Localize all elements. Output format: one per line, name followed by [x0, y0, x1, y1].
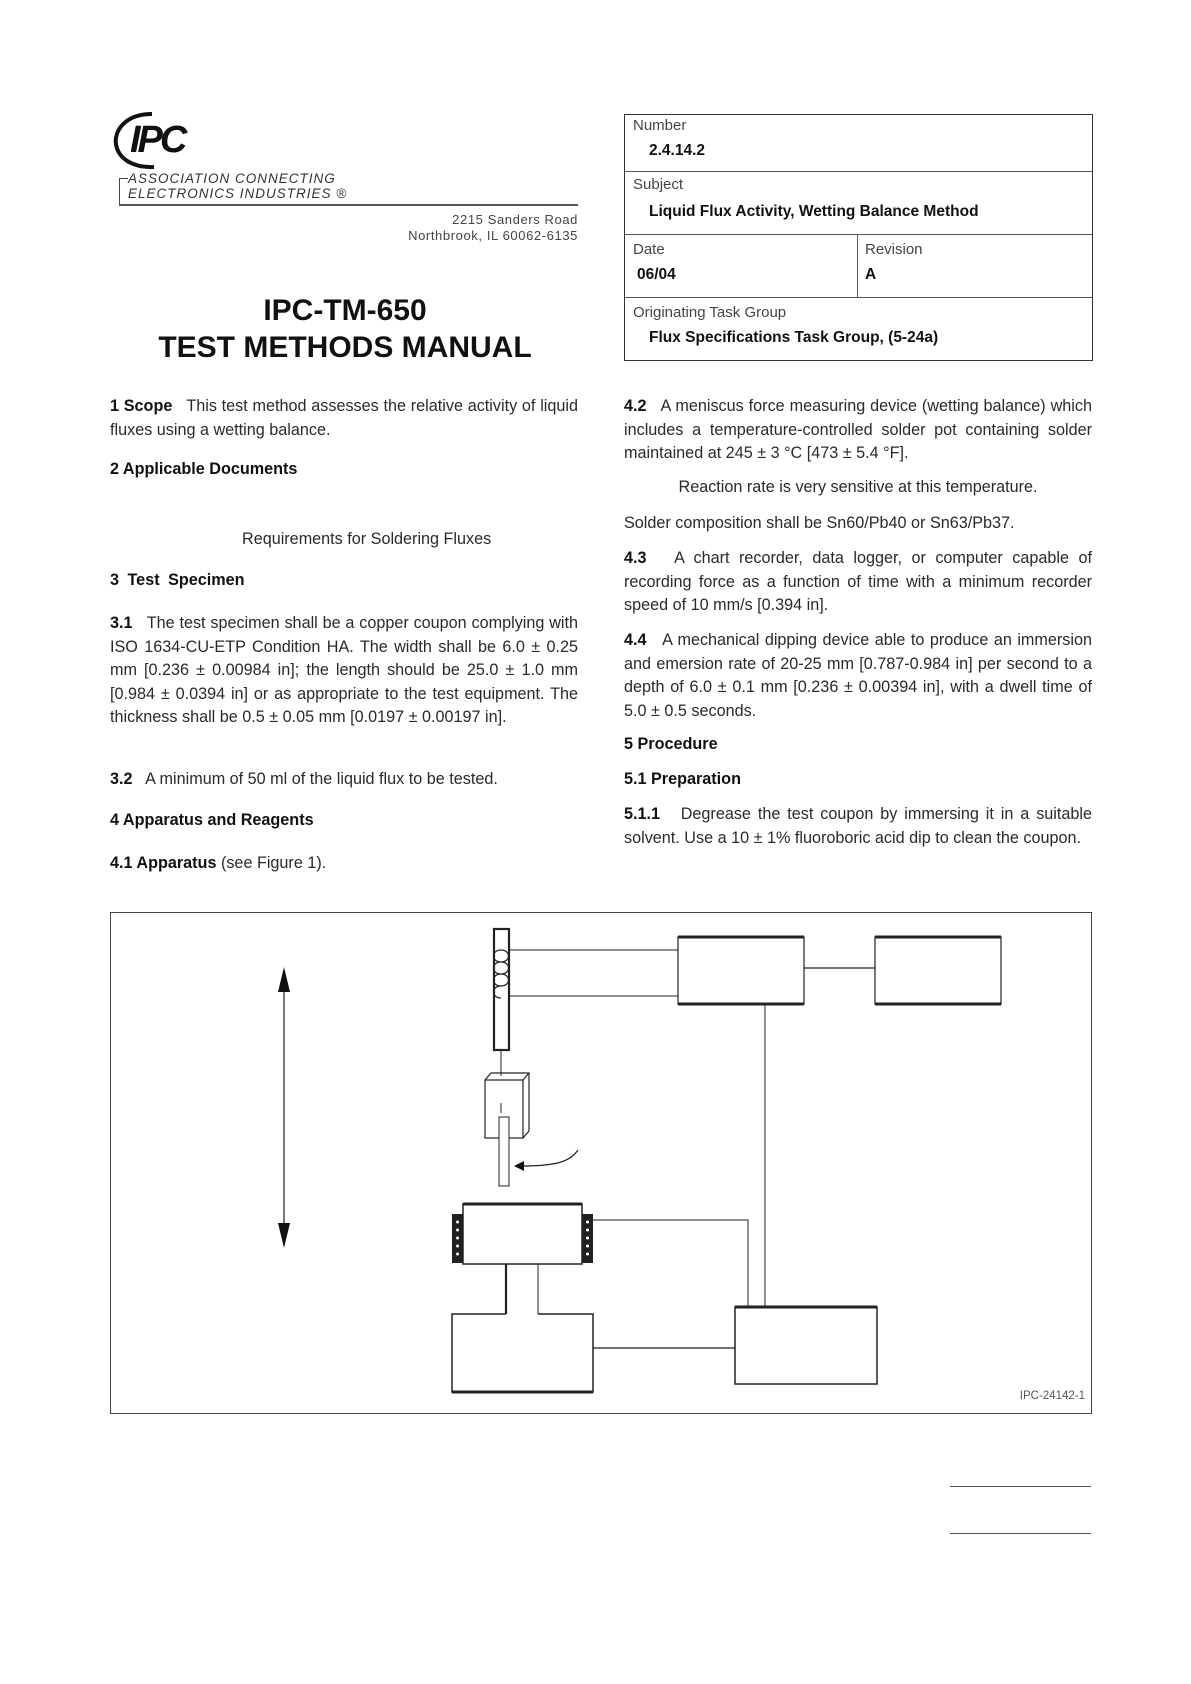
section-number: 5.1.1: [624, 805, 661, 823]
section-text: A mechanical dipping device able to produce an immersion and emersion rate of 20-25 mm [0.787-0.984 in] per second to a depth of 6.0 ± 0.1 mm [0.236 ± 0.00394 in], with a dwell time of 5.0 ± 0.5 seconds.: [624, 631, 1092, 720]
section-number: 4.2: [624, 397, 647, 415]
force-transducer-rod: [494, 929, 509, 1050]
section-number: 3.1: [110, 614, 133, 632]
computer-box: [735, 1307, 877, 1384]
vertical-motion-arrow: [278, 967, 290, 1248]
test-coupon: [499, 1117, 509, 1186]
subject-label: Subject: [633, 176, 684, 193]
association-line2: ELECTRONICS INDUSTRIES ®: [128, 186, 348, 201]
section-text: A chart recorder, data logger, or computer capable of recording force as a function of time with a minimum recorder speed of 10 mm/s [0.394 in].: [624, 549, 1092, 614]
section-2-heading: 2 Applicable Documents: [110, 460, 298, 478]
number-label: Number: [633, 117, 687, 134]
solder-pot: [452, 1204, 593, 1264]
temperature-note: Reaction rate is very sensitive at this temperature.: [678, 478, 1038, 496]
footer-rule-1: [950, 1486, 1091, 1487]
figure-id-label: IPC-24142-1: [1019, 1390, 1085, 1402]
section-number: 4.1 Apparatus: [110, 854, 217, 872]
section-text: The test specimen shall be a copper coupon complying with ISO 1634-CU-ETP Condition HA. The width shall be 6.0 ± 0.25 mm [0.236 ± 0.00984 in]; the length should be 25.0 ± 1.0 mm [0.984 ± 0.0394 in] or as appropriate to the test equipment. The thickness shall be 0.5 ± 0.05 mm [0.0197 ± 0.00197 in].: [110, 614, 579, 726]
section-text: A meniscus force measuring device (wetting balance) which includes a temperature-controlled solder pot containing solder maintained at 245 ± 3 °C [473 ± 5.4 °F].: [624, 397, 1092, 462]
address-line1: 2215 Sanders Road: [452, 212, 578, 227]
section-number: 4.4: [624, 631, 647, 649]
section-text: Degrease the test coupon by immersing it in a suitable solvent. Use a 10 ± 1% fluoroboric acid dip to clean the coupon.: [624, 805, 1092, 847]
date-label: Date: [633, 241, 665, 258]
recorder-box: [875, 937, 1001, 1004]
task-group-value: Flux Specifications Task Group, (5-24a): [649, 329, 939, 346]
title-line1: IPC-TM-650: [263, 294, 427, 327]
coupon-pointer-arrow: [522, 1150, 578, 1166]
applicable-document: Requirements for Soldering Fluxes: [242, 530, 492, 548]
subject-value: Liquid Flux Activity, Wetting Balance Method: [649, 203, 979, 220]
section-5-1-heading: 5.1 Preparation: [624, 770, 741, 788]
section-4-heading: 4 Apparatus and Reagents: [110, 811, 314, 829]
section-number: 4.3: [624, 549, 647, 567]
svg-text:IPC: IPC: [130, 119, 185, 161]
solder-composition: Solder composition shall be Sn60/Pb40 or Sn63/Pb37.: [624, 514, 1015, 532]
number-value: 2.4.14.2: [649, 142, 706, 159]
section-text: (see Figure 1).: [220, 854, 327, 872]
title-line2: TEST METHODS MANUAL: [158, 331, 532, 364]
section-5-heading: 5 Procedure: [624, 735, 718, 753]
section-text: A minimum of 50 ml of the liquid flux to be tested.: [145, 770, 498, 788]
section-3-heading: 3 Test Specimen: [110, 571, 245, 589]
task-group-label: Originating Task Group: [633, 304, 787, 321]
section-text: This test method assesses the relative activity of liquid fluxes using a wetting balance.: [110, 397, 578, 439]
section-number: 1 Scope: [110, 397, 173, 415]
section-number: 3.2: [110, 770, 133, 788]
association-line1: ASSOCIATION CONNECTING: [128, 171, 336, 186]
address-line2: Northbrook, IL 60062-6135: [408, 228, 578, 243]
footer-rule-2: [950, 1533, 1091, 1534]
revision-label: Revision: [865, 241, 923, 258]
amplifier-box: [678, 937, 804, 1004]
temperature-controller-box: [452, 1314, 593, 1392]
revision-value: A: [865, 266, 877, 283]
date-value: 06/04: [637, 266, 676, 283]
